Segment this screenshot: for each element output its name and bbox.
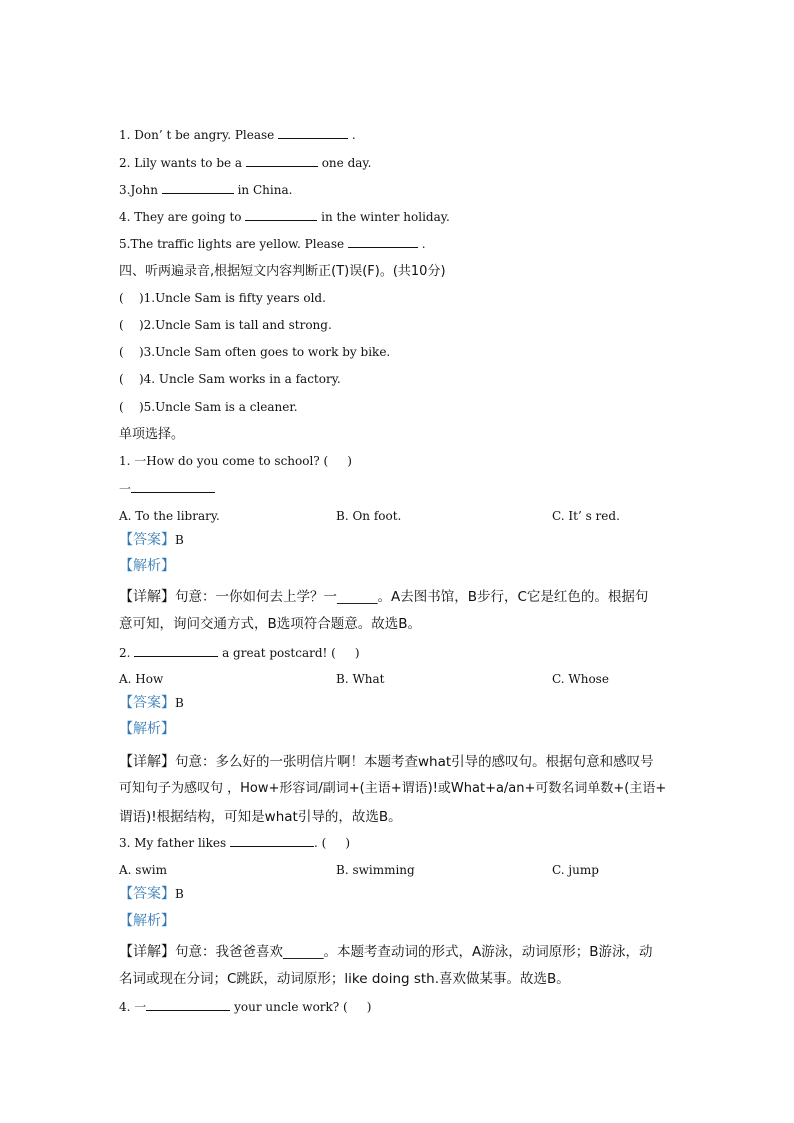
q2-stem bbox=[119, 644, 360, 661]
stem-text: 4. 一 bbox=[119, 1000, 147, 1014]
detail-text: 句意：我爸爸喜欢______。本题考查动词的形式，A游泳，动词原形；B游泳，动 bbox=[175, 944, 653, 960]
stem-text: your uncle work? ( ) bbox=[230, 1000, 372, 1014]
item-text: 1. Don’ t be angry. Please bbox=[119, 128, 279, 142]
stem-text: a great postcard! ( ) bbox=[218, 646, 360, 660]
item-text: 5.The traffic lights are yellow. Please bbox=[119, 237, 348, 251]
q1-option-b[interactable]: B. On foot. bbox=[336, 509, 402, 523]
q3-option-a[interactable]: A. swim bbox=[119, 863, 167, 877]
detail-text: 句意：多么好的一张明信片啊！本题考查what引导的感叹句。根据句意和感叹号 bbox=[175, 754, 654, 770]
dash: 一 bbox=[119, 482, 132, 496]
answer-blank[interactable] bbox=[348, 235, 418, 248]
q3-detail-line-2: 名词或现在分词；C跳跃，动词原形；like doing sth.喜欢做某事。故选B。 bbox=[119, 971, 570, 987]
stem-text: 3. My father likes bbox=[119, 836, 230, 850]
item-text: in the winter holiday. bbox=[317, 210, 450, 224]
answer-tag: 【答案】 bbox=[119, 532, 175, 548]
stem-text: . ( ) bbox=[313, 836, 351, 850]
q1-stem: 1. 一How do you come to school? ( ) bbox=[119, 454, 352, 468]
item-text: 4. They are going to bbox=[119, 210, 246, 224]
answer-blank[interactable] bbox=[246, 154, 318, 167]
answer-blank[interactable] bbox=[134, 644, 218, 657]
q2-detail-line-2: 可知句子为感叹句 ，How+形容词/副词+(主语+谓语)!或What+a/an+可数名词单数+(主语+ bbox=[119, 781, 667, 796]
q4-stem bbox=[119, 998, 371, 1015]
q1-answer-line bbox=[119, 480, 215, 497]
item-text: . bbox=[348, 128, 356, 142]
q1-option-a[interactable]: A. To the library. bbox=[119, 509, 220, 523]
q1-analysis bbox=[119, 558, 175, 574]
detail-tag: 【详解】 bbox=[119, 754, 175, 770]
stem-text: 2. bbox=[119, 646, 135, 660]
tf-item-3: ( )3.Uncle Sam often goes to work by bike. bbox=[119, 345, 391, 359]
q2-option-b[interactable]: B. What bbox=[336, 672, 385, 686]
q3-option-b[interactable]: B. swimming bbox=[336, 863, 415, 877]
q2-option-a[interactable]: A. How bbox=[119, 672, 164, 686]
part3-item-4 bbox=[119, 208, 450, 225]
answer-blank[interactable] bbox=[146, 998, 230, 1011]
item-text: one day. bbox=[317, 156, 372, 170]
part3-item-2 bbox=[119, 154, 371, 171]
answer-blank[interactable] bbox=[245, 208, 317, 221]
q1-detail-line-2: 意可知，询问交通方式，B选项符合题意。故选B。 bbox=[119, 616, 422, 632]
tf-item-2: ( )2.Uncle Sam is tall and strong. bbox=[119, 318, 332, 332]
detail-text: 句意：一你如何去上学？一______。A去图书馆，B步行，C它是红色的。根据句 bbox=[175, 589, 649, 605]
analysis-tag: 【解析】 bbox=[119, 913, 175, 929]
part4-heading: 四、听两遍录音,根据短文内容判断正(T)误(F)。(共10分) bbox=[119, 264, 446, 279]
q1-detail-line-1 bbox=[119, 585, 648, 606]
q2-option-c[interactable]: C. Whose bbox=[552, 672, 609, 686]
q1-option-c[interactable]: C. It’ s red. bbox=[552, 509, 620, 523]
answer-value: B bbox=[175, 887, 184, 901]
detail-tag: 【详解】 bbox=[119, 589, 175, 605]
answer-value: B bbox=[175, 696, 184, 710]
answer-tag: 【答案】 bbox=[119, 886, 175, 902]
answer-tag: 【答案】 bbox=[119, 695, 175, 711]
item-text: 2. Lily wants to be a bbox=[119, 156, 246, 170]
answer-blank[interactable] bbox=[278, 126, 348, 139]
q3-analysis bbox=[119, 913, 175, 929]
q3-option-c[interactable]: C. jump bbox=[552, 863, 599, 877]
answer-blank[interactable] bbox=[131, 480, 215, 493]
q3-stem bbox=[119, 834, 350, 851]
answer-blank[interactable] bbox=[162, 181, 234, 194]
answer-blank[interactable] bbox=[230, 834, 314, 847]
item-text: . bbox=[417, 237, 426, 251]
answer-value: B bbox=[175, 533, 184, 547]
q2-detail-line-3: 谓语)!根据结构，可知是what引导的，故选B。 bbox=[119, 809, 402, 825]
part3-item-1 bbox=[119, 126, 356, 143]
item-text: in China. bbox=[233, 183, 293, 197]
q2-answer bbox=[119, 695, 184, 711]
q2-analysis bbox=[119, 721, 175, 737]
part3-item-5 bbox=[119, 235, 426, 252]
section-heading: 单项选择。 bbox=[119, 427, 185, 442]
analysis-tag: 【解析】 bbox=[119, 721, 175, 737]
part3-item-3 bbox=[119, 181, 292, 198]
q1-answer bbox=[119, 532, 184, 548]
tf-item-5: ( )5.Uncle Sam is a cleaner. bbox=[119, 400, 298, 414]
analysis-tag: 【解析】 bbox=[119, 558, 175, 574]
detail-tag: 【详解】 bbox=[119, 944, 175, 960]
item-text: 3.John bbox=[119, 183, 162, 197]
q3-answer bbox=[119, 886, 184, 902]
q3-detail-line-1 bbox=[119, 940, 653, 961]
tf-item-4: ( )4. Uncle Sam works in a factory. bbox=[119, 372, 341, 386]
q2-detail-line-1 bbox=[119, 750, 654, 771]
tf-item-1: ( )1.Uncle Sam is fifty years old. bbox=[119, 291, 326, 305]
